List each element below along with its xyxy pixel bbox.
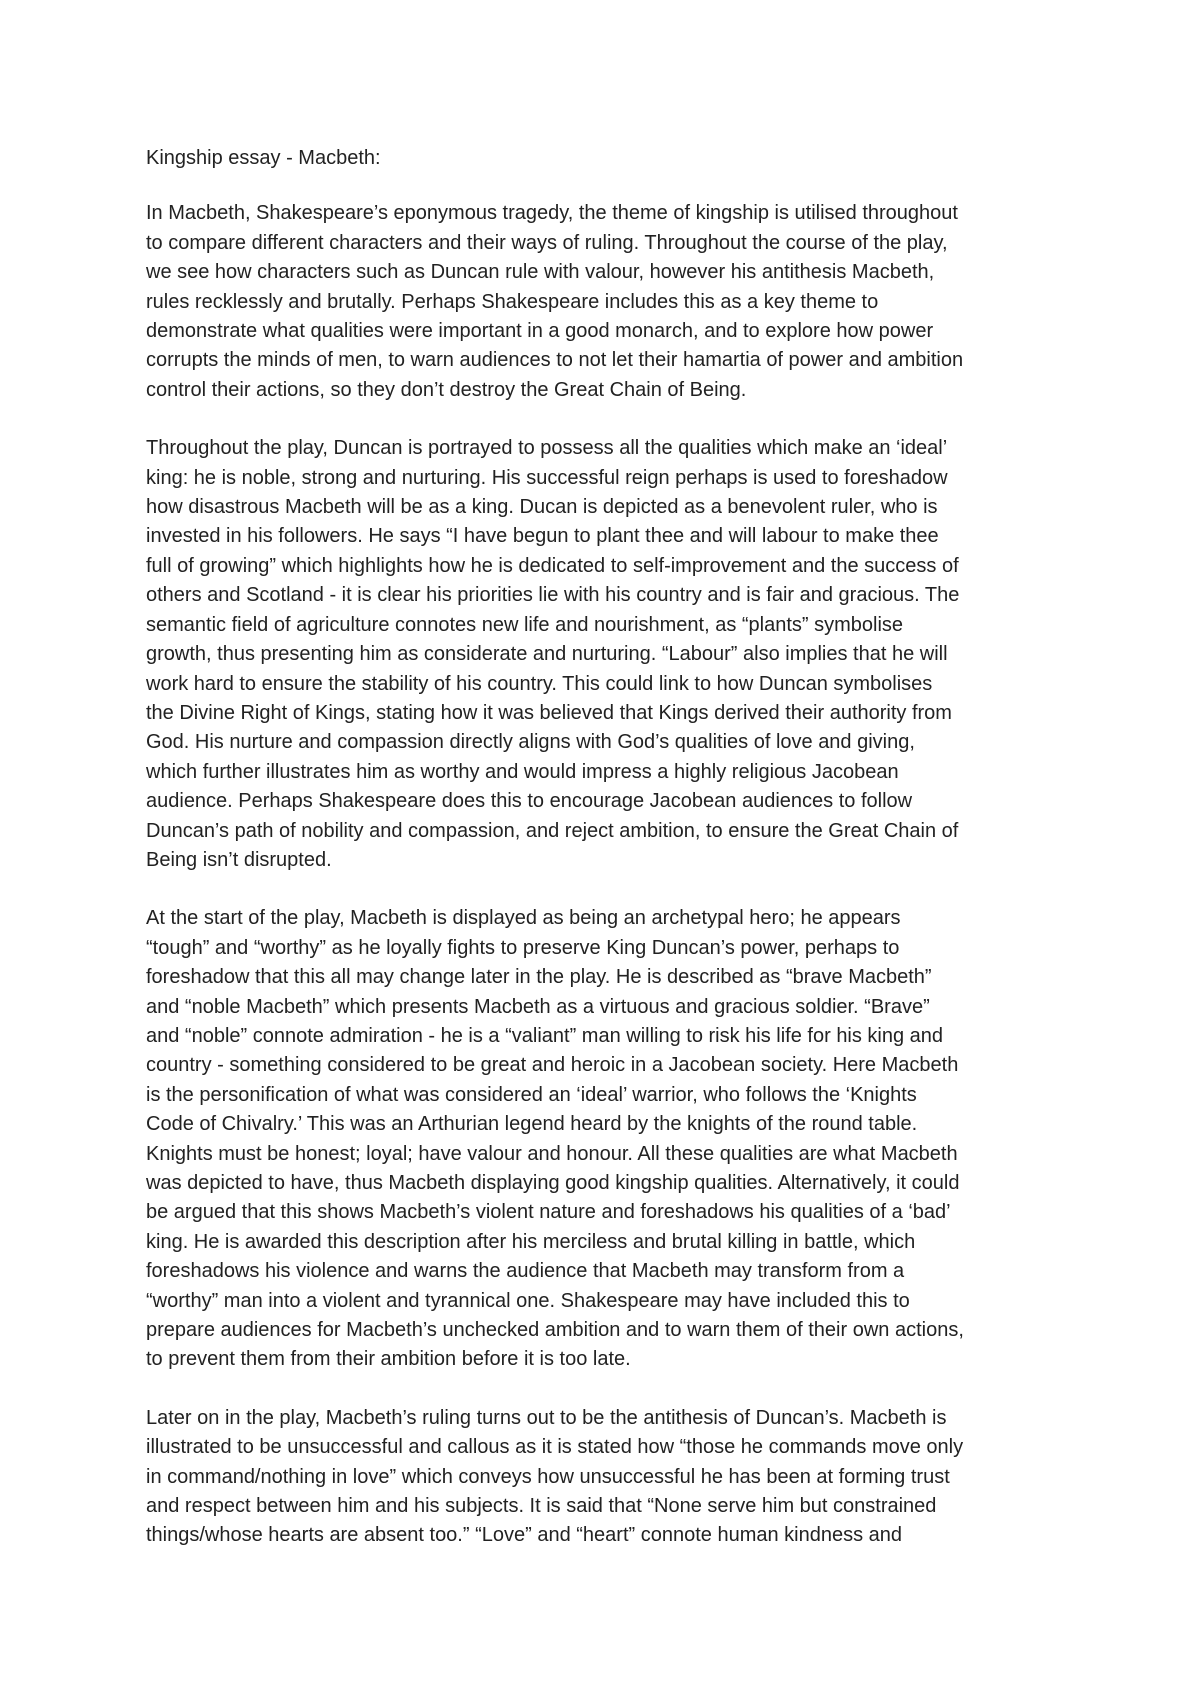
text-line: corrupts the minds of men, to warn audiences to not let their hamartia of power and ambition [146, 349, 964, 372]
paragraph-macbeth-ruling [146, 1404, 1086, 1551]
text-line: prepare audiences for Macbeth’s unchecked ambition and to warn them of their own actions, [146, 1319, 964, 1342]
text-line: and “noble” connote admiration - he is a “valiant” man willing to risk his life for his king and [146, 1024, 944, 1047]
text-line: how disastrous Macbeth will be as a king. Ducan is depicted as a benevolent ruler, who is [146, 496, 938, 519]
text-line: At the start of the play, Macbeth is displayed as being an archetypal hero; he appears [146, 907, 901, 930]
paragraph-macbeth-hero [146, 904, 1086, 1375]
text-line: things/whose hearts are absent too.” “Love” and “heart” connote human kindness and [146, 1524, 903, 1547]
text-line: foreshadow that this all may change later in the play. He is described as “brave Macbeth” [146, 966, 932, 989]
text-line: Knights must be honest; loyal; have valour and honour. All these qualities are what Macbeth [146, 1142, 958, 1165]
paragraph-intro [146, 199, 1086, 405]
text-line: others and Scotland - it is clear his priorities lie with his country and is fair and gracious. The [146, 584, 960, 607]
text-line: audience. Perhaps Shakespeare does this to encourage Jacobean audiences to follow [146, 790, 913, 813]
text-line: Throughout the play, Duncan is portrayed to possess all the qualities which make an ‘ideal’ [146, 437, 948, 460]
text-line: God. His nurture and compassion directly aligns with God’s qualities of love and giving, [146, 731, 915, 754]
text-line: Code of Chivalry.’ This was an Arthurian legend heard by the knights of the round table. [146, 1113, 918, 1136]
text-line: to prevent them from their ambition before it is too late. [146, 1348, 631, 1371]
text-line: demonstrate what qualities were important in a good monarch, and to explore how power [146, 320, 934, 343]
text-line: to compare different characters and their ways of ruling. Throughout the course of the play, [146, 231, 948, 254]
text-line: In Macbeth, Shakespeare’s eponymous tragedy, the theme of kingship is utilised throughout [146, 202, 958, 225]
text-line: full of growing” which highlights how he is dedicated to self-improvement and the success of [146, 554, 959, 577]
text-line: in command/nothing in love” which conveys how unsuccessful he has been at forming trust [146, 1465, 950, 1488]
text-line: growth, thus presenting him as considerate and nurturing. “Labour” also implies that he will [146, 643, 948, 666]
text-line: we see how characters such as Duncan rule with valour, however his antithesis Macbeth, [146, 261, 935, 284]
text-line: and “noble Macbeth” which presents Macbeth as a virtuous and gracious soldier. “Brave” [146, 995, 930, 1018]
text-line: country - something considered to be great and heroic in a Jacobean society. Here Macbeth [146, 1054, 959, 1077]
text-line: “worthy” man into a violent and tyrannical one. Shakespeare may have included this to [146, 1289, 910, 1312]
text-line: Duncan’s path of nobility and compassion, and reject ambition, to ensure the Great Chain of [146, 819, 959, 842]
text-line: and respect between him and his subjects. It is said that “None serve him but constrained [146, 1495, 937, 1518]
text-line: king: he is noble, strong and nurturing. His successful reign perhaps is used to foreshadow [146, 466, 948, 489]
text-line: work hard to ensure the stability of his country. This could link to how Duncan symbolises [146, 672, 933, 695]
text-line: king. He is awarded this description after his merciless and brutal killing in battle, which [146, 1230, 916, 1253]
text-line: rules recklessly and brutally. Perhaps Shakespeare includes this as a key theme to [146, 290, 879, 313]
text-line: is the personification of what was considered an ‘ideal’ warrior, who follows the ‘Knights [146, 1083, 917, 1106]
document-page [146, 144, 1086, 1580]
text-line: be argued that this shows Macbeth’s violent nature and foreshadows his qualities of a ‘bad’ [146, 1201, 951, 1224]
text-line: the Divine Right of Kings, stating how it was believed that Kings derived their authority from [146, 701, 952, 724]
text-line: Later on in the play, Macbeth’s ruling turns out to be the antithesis of Duncan’s. Macbeth is [146, 1406, 947, 1429]
text-line: which further illustrates him as worthy and would impress a highly religious Jacobean [146, 760, 899, 783]
paragraph-duncan [146, 434, 1086, 875]
text-line: semantic field of agriculture connotes new life and nourishment, as “plants” symbolise [146, 613, 904, 636]
text-line: control their actions, so they don’t destroy the Great Chain of Being. [146, 378, 747, 401]
text-line: “tough” and “worthy” as he loyally fights to preserve King Duncan’s power, perhaps to [146, 936, 900, 959]
text-line: Being isn’t disrupted. [146, 848, 332, 871]
document-title: Kingship essay - Macbeth: [146, 147, 381, 169]
text-line: foreshadows his violence and warns the audience that Macbeth may transform from a [146, 1260, 905, 1283]
text-line: illustrated to be unsuccessful and callous as it is stated how “those he commands move only [146, 1436, 964, 1459]
text-line: was depicted to have, thus Macbeth displaying good kingship qualities. Alternatively, it could [146, 1172, 960, 1194]
text-line: invested in his followers. He says “I have begun to plant thee and will labour to make thee [146, 525, 939, 548]
